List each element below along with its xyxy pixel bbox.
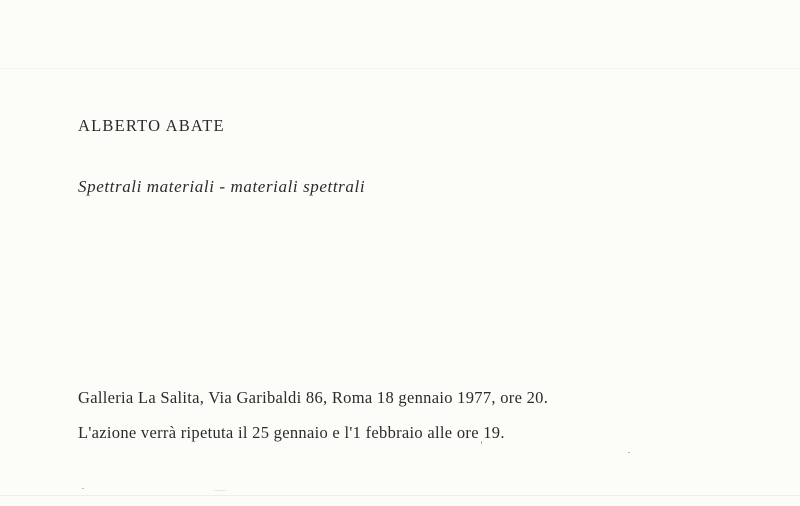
- paper-speck: [481, 441, 482, 444]
- author-name: ALBERTO ABATE: [78, 116, 225, 135]
- paper-speck: [628, 452, 630, 453]
- paper-speck: [82, 488, 84, 489]
- work-title: Spettrali materiali - materiali spettrali: [78, 177, 366, 196]
- venue-date-line: Galleria La Salita, Via Garibaldi 86, Roma 18 gennaio 1977, ore 20.: [78, 388, 549, 407]
- paper-speck: [214, 490, 226, 491]
- repeat-performance-line: L'azione verrà ripetuta il 25 gennaio e l'1 febbraio alle ore 19.: [78, 423, 505, 442]
